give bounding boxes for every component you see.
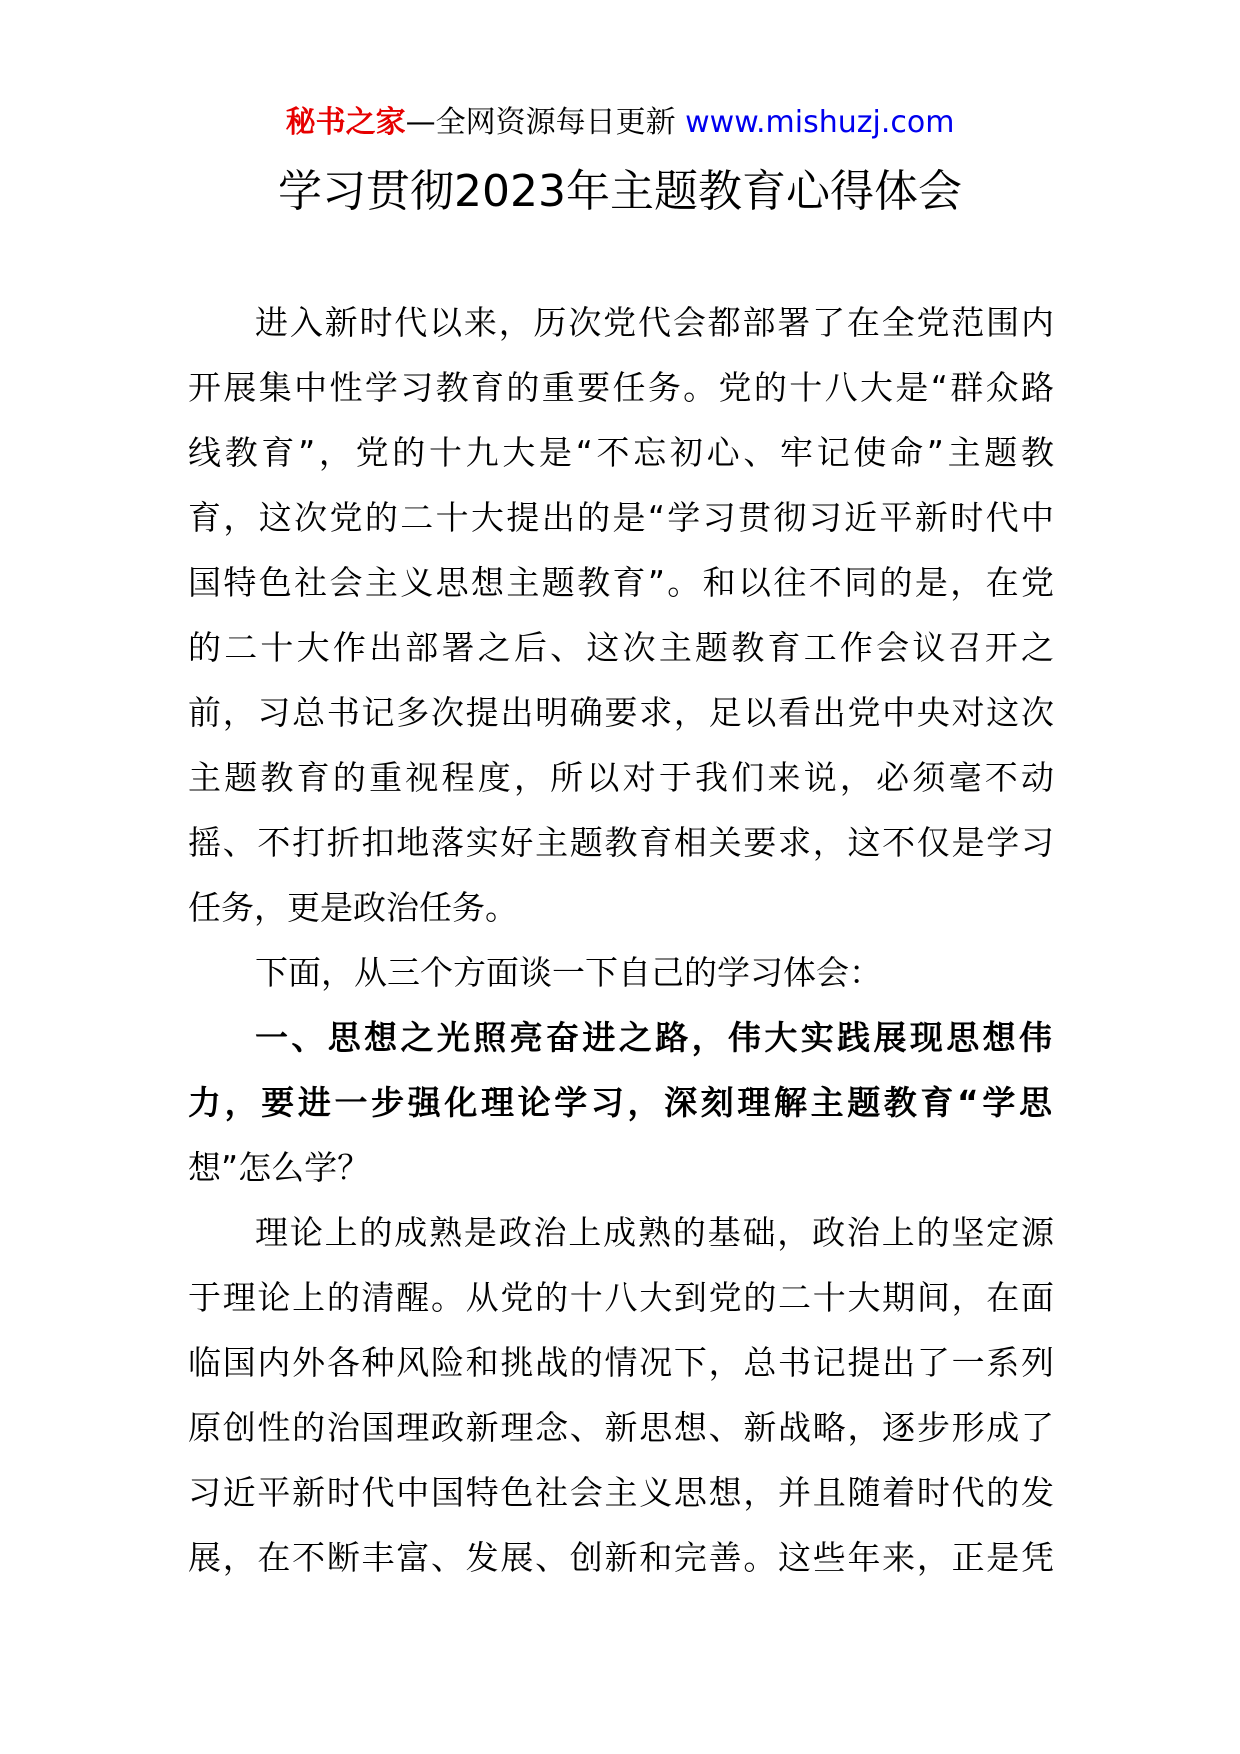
paragraph-line: 下面，从三个方面谈一下自己的学习体会： — [255, 953, 882, 992]
page-header — [0, 103, 1240, 143]
paragraph-line: 任务，更是政治任务。 — [188, 888, 518, 927]
section-heading-line: 想”怎么学？ — [188, 1148, 371, 1187]
document-body — [188, 290, 1054, 1590]
paragraph-line: 进入新时代以来，历次党代会都部署了在全党范围内 — [255, 303, 1054, 342]
paragraph-line: 国特色社会主义思想主题教育”。和以往不同的是，在党 — [188, 563, 1054, 602]
paragraph-line: 线教育”，党的十九大是“不忘初心、牢记使命”主题教 — [188, 433, 1054, 472]
brand-name: 秘书之家 — [285, 105, 406, 140]
section-heading-line: 一、思想之光照亮奋进之路，伟大实践展现思想伟 — [255, 1018, 1054, 1057]
paragraph-line: 开展集中性学习教育的重要任务。党的十八大是“群众路 — [188, 368, 1054, 407]
paragraph-line: 展，在不断丰富、发展、创新和完善。这些年来，正是凭 — [188, 1538, 1054, 1577]
paragraph-line: 的二十大作出部署之后、这次主题教育工作会议召开之 — [188, 628, 1054, 667]
paragraph-line: 前，习总书记多次提出明确要求，足以看出党中央对这次 — [188, 693, 1054, 732]
paragraph-line: 原创性的治国理政新理念、新思想、新战略，逐步形成了 — [188, 1408, 1054, 1447]
section-heading-line: 力，要进一步强化理论学习，深刻理解主题教育“学思 — [188, 1083, 1054, 1122]
paragraph-line: 主题教育的重视程度，所以对于我们来说，必须毫不动 — [188, 758, 1054, 797]
paragraph-line: 习近平新时代中国特色社会主义思想，并且随着时代的发 — [188, 1473, 1054, 1512]
paragraph-line: 临国内外各种风险和挑战的情况下，总书记提出了一系列 — [188, 1343, 1054, 1382]
paragraph-line: 摇、不打折扣地落实好主题教育相关要求，这不仅是学习 — [188, 823, 1054, 862]
website-link[interactable]: www.mishuzj.com — [685, 105, 955, 140]
header-tagline: —全网资源每日更新 — [405, 105, 676, 140]
paragraph-line: 育，这次党的二十大提出的是“学习贯彻习近平新时代中 — [188, 498, 1054, 537]
paragraph-line: 于理论上的清醒。从党的十八大到党的二十大期间，在面 — [188, 1278, 1054, 1317]
document-title: 学习贯彻2023年主题教育心得体会 — [278, 166, 962, 217]
paragraph-line: 理论上的成熟是政治上成熟的基础，政治上的坚定源 — [255, 1213, 1054, 1252]
